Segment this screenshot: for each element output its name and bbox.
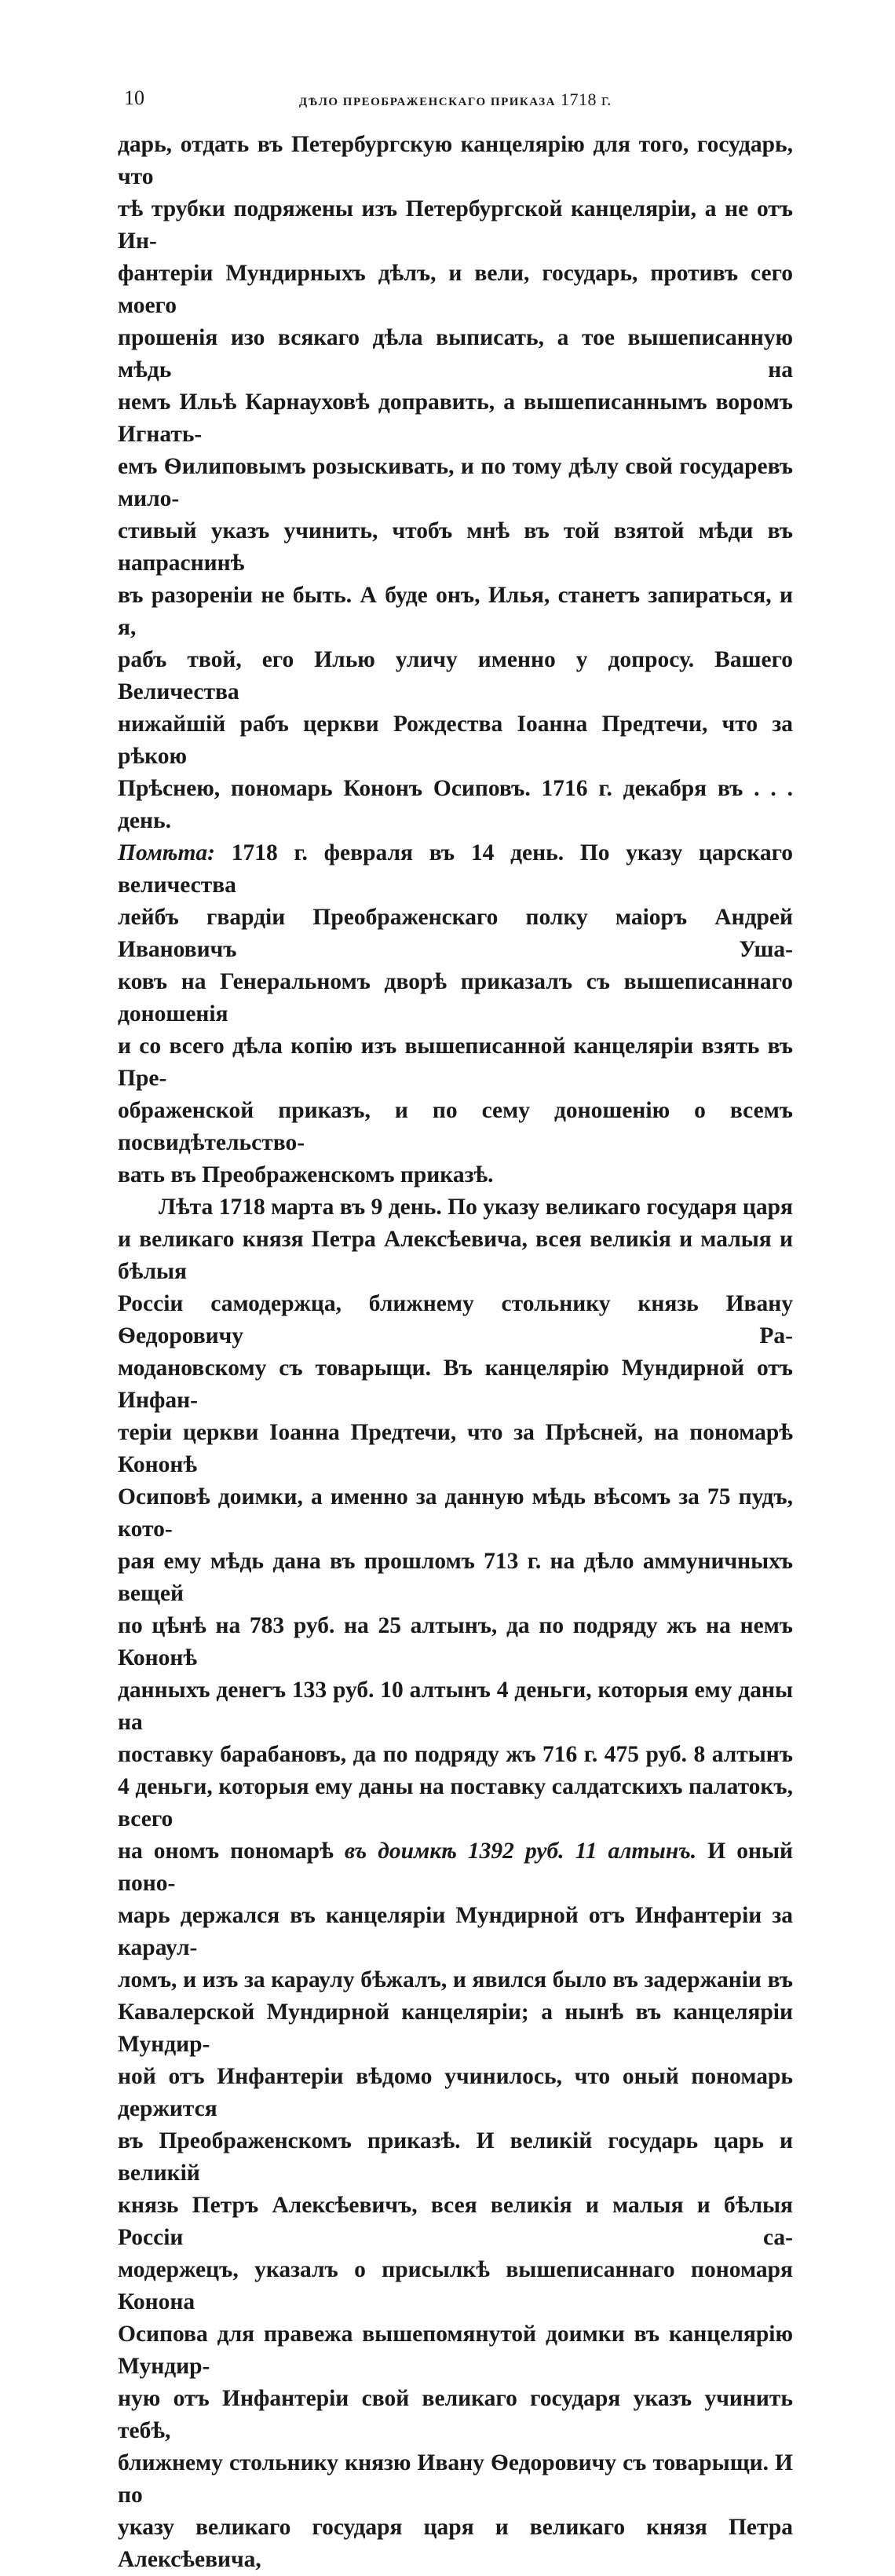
text-line: 4 деньги, которыя ему даны на поставку салдатскихъ палатокъ, всего <box>118 1774 793 1831</box>
text-line: ображенской приказъ, и по сему доношенію о всемъ посвидѣтельство- <box>118 1098 793 1155</box>
paragraph-petition <box>118 129 793 837</box>
text-line: князь Петръ Алексѣевичъ, всея великія и малыя и бѣлыя Россіи са- <box>118 2193 793 2250</box>
text-line: ную отъ Инфантеріи свой великаго государя указъ учинить тебѣ, <box>118 2386 793 2443</box>
body-text <box>118 129 793 2576</box>
text-line: модержецъ, указалъ о присылкѣ вышеписаннаго пономаря Конона <box>118 2257 793 2314</box>
document-page <box>118 86 793 2576</box>
text-line: въ Преображенскомъ приказѣ. И великій государь царь и великій <box>118 2128 793 2186</box>
page-number: 10 <box>124 86 144 109</box>
pometa-first-line: 1718 г. февраля въ 14 день. По указу царскаго величества <box>118 840 793 898</box>
text-line: ковъ на Генеральномъ дворѣ приказалъ съ вышеписаннаго доношенія <box>118 969 793 1026</box>
text-line: Прѣснею, пономарь Кононъ Осиповъ. 1716 г. декабря въ . . . день. <box>118 776 793 833</box>
text-line: и великаго князя Петра Алексѣевича, всея великія и малыя и бѣлыя <box>118 1227 793 1284</box>
text-line: указу великаго государя царя и великаго князя Петра Алексѣевича, <box>118 2515 793 2572</box>
paragraph-decree <box>118 1191 793 2576</box>
running-title-text: ДѢЛО ПРЕОБРАЖЕНСКАГО ПРИКАЗА <box>298 96 557 108</box>
running-title <box>118 90 793 110</box>
text-line: и со всего дѣла копію изъ вышеписанной канцеляріи взять въ Пре- <box>118 1034 793 1091</box>
text-line: фантеріи Мундирныхъ дѣлъ, и вели, государь, противъ сего моего <box>118 261 793 318</box>
arrears-amount: въ доимкѣ 1392 руб. 11 алтынъ. <box>344 1839 697 1864</box>
text-line: ной отъ Инфантеріи вѣдомо учинилось, что оный пономарь держится <box>118 2064 793 2121</box>
text-line: стивый указъ учинить, чтобъ мнѣ въ той взятой мѣди въ напраснинѣ <box>118 518 793 576</box>
text-line: по цѣнѣ на 783 руб. на 25 алтынъ, да по подряду жъ на немъ Кононѣ <box>118 1613 793 1670</box>
text-line: Кавалерской Мундирной канцеляріи; а нынѣ въ канцеляріи Мундир- <box>118 2000 793 2057</box>
text-line: въ разореніи не быть. А буде онъ, Илья, станетъ запираться, и я, <box>118 583 793 640</box>
text-line: модановскому съ товарыщи. Въ канцелярію Мундирной отъ Инфан- <box>118 1356 793 1413</box>
text-line: теріи церкви Іоанна Предтечи, что за Прѣсней, на пономарѣ Кононѣ <box>118 1420 793 1477</box>
text-line: рая ему мѣдь дана въ прошломъ 713 г. на дѣло аммуничныхъ вещей <box>118 1549 793 1606</box>
mixed-after: И оный поно- <box>118 1839 793 1896</box>
text-line: Осиповѣ доимки, а именно за данную мѣдь вѣсомъ за 75 пудъ, кото- <box>118 1484 793 1542</box>
text-line: рабъ твой, его Илью уличу именно у допросу. Вашего Величества <box>118 647 793 704</box>
running-head <box>118 86 793 118</box>
text-line: Осипова для правежа вышепомянутой доимки въ канцелярію Мундир- <box>118 2322 793 2379</box>
mixed-before: на ономъ пономарѣ <box>118 1839 345 1864</box>
text-line: вать въ Преображенскомъ приказѣ. <box>118 1162 494 1187</box>
text-line: ломъ, и изъ за караулу бѣжалъ, и явился было въ задержаніи въ <box>118 1967 793 1992</box>
paragraph-pometa <box>118 837 793 1191</box>
text-line: прошенія изо всякаго дѣла выписать, а тое вышеписанную мѣдь на <box>118 325 793 382</box>
text-line: Лѣта 1718 марта въ 9 день. По указу великаго государя царя <box>159 1195 793 1220</box>
text-line <box>118 837 793 902</box>
pometa-label: Помѣта: <box>118 840 215 865</box>
text-line: емъ Ѳилиповымъ розыскивать, и по тому дѣлу свой государевъ мило- <box>118 454 793 511</box>
text-line: марь держался въ канцеляріи Мундирной отъ Инфантеріи за караул- <box>118 1903 793 1960</box>
running-title-year: 1718 г. <box>561 90 612 109</box>
text-line: ближнему стольнику князю Ивану Ѳедоровичу съ товарыщи. И по <box>118 2450 793 2508</box>
text-line: лейбъ гвардіи Преображенскаго полку маіоръ Андрей Ивановичъ Уша- <box>118 905 793 962</box>
text-line: поставку барабановъ, да по подряду жъ 716 г. 475 руб. 8 алтынъ <box>118 1742 793 1767</box>
text-line: тѣ трубки подряжены изъ Петербургской канцеляріи, а не отъ Ин- <box>118 196 793 254</box>
text-line: данныхъ денегъ 133 руб. 10 алтынъ 4 деньги, которыя ему даны на <box>118 1678 793 1735</box>
text-line <box>118 1835 793 1900</box>
text-line: нижайшій рабъ церкви Рождества Іоанна Предтечи, что за рѣкою <box>118 712 793 769</box>
text-line: немъ Ильѣ Карнауховѣ доправить, а вышеписаннымъ воромъ Игнать- <box>118 390 793 447</box>
text-line: Россіи самодержца, ближнему стольнику князь Ивану Ѳедоровичу Ра- <box>118 1291 793 1348</box>
text-line: дарь, отдать въ Петербургскую канцелярію для того, государь, что <box>118 132 793 189</box>
